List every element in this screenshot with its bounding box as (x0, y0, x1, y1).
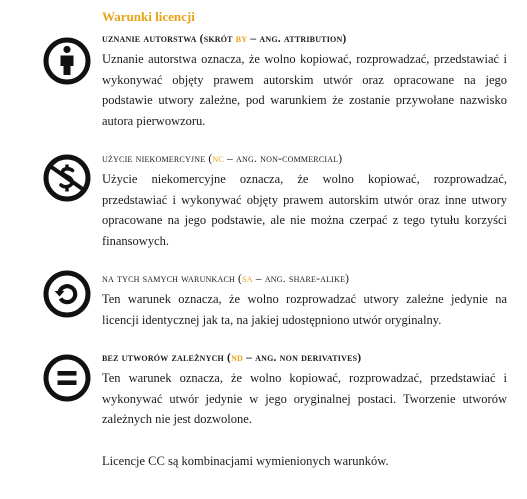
section-body: Ten warunek oznacza, że wolno kopiować, rozprowadzać, przedstawiać i wykonywać utwór jedynie w jego oryginalnej postaci. Tworzenie utworów zależnych nie jest dozwolone. (102, 371, 507, 426)
section-body: Uznanie autorstwa oznacza, że wolno kopiować, rozprowadzać, przedstawiać i wykonywać objęty prawem autorskim utwór oraz opracowane na jego podstawie utwory zależne, pod warunkiem że zostanie przywołane nazwisko autora pierwowzoru. (102, 52, 507, 128)
section-heading: na tych samych warunkach (sa – ang. share-alike) (102, 273, 350, 285)
non-commercial-dollar-icon (43, 154, 91, 202)
section-body: Użycie niekomercyjne oznacza, że wolno kopiować, rozprowadzać, przedstawiać i wykonywać objęty prawem autorskim utwór oraz inne utwory opracowane na jego podstawie, ale nie można czerpać z tego tytułu korzyści finansowych. (102, 172, 507, 248)
section-heading: użycie niekomercyjne (nc – ang. non-commercial) (102, 153, 343, 165)
page-title: Warunki licencji (102, 9, 195, 24)
section-body: Ten warunek oznacza, że wolno rozprowadzać utwory zależne jedynie na licencji identycznej jak ta, na jakiej udostępniono utwór oryginalny. (102, 292, 507, 327)
section-heading: bez utworów zależnych (nd – ang. non derivatives) (102, 352, 362, 364)
abbr-by: by (235, 33, 248, 45)
share-alike-arrow-icon (43, 270, 91, 318)
abbr-sa: sa (242, 273, 253, 285)
section-heading: uznanie autorstwa (skrót by – ang. attribution) (102, 33, 347, 45)
no-derivatives-equals-icon (43, 354, 91, 402)
footer-note: Licencje CC są kombinacjami wymienionych warunków. (102, 454, 389, 468)
attribution-person-icon (43, 37, 91, 85)
abbr-nc: nc (212, 153, 224, 165)
abbr-nd: nd (231, 352, 244, 364)
